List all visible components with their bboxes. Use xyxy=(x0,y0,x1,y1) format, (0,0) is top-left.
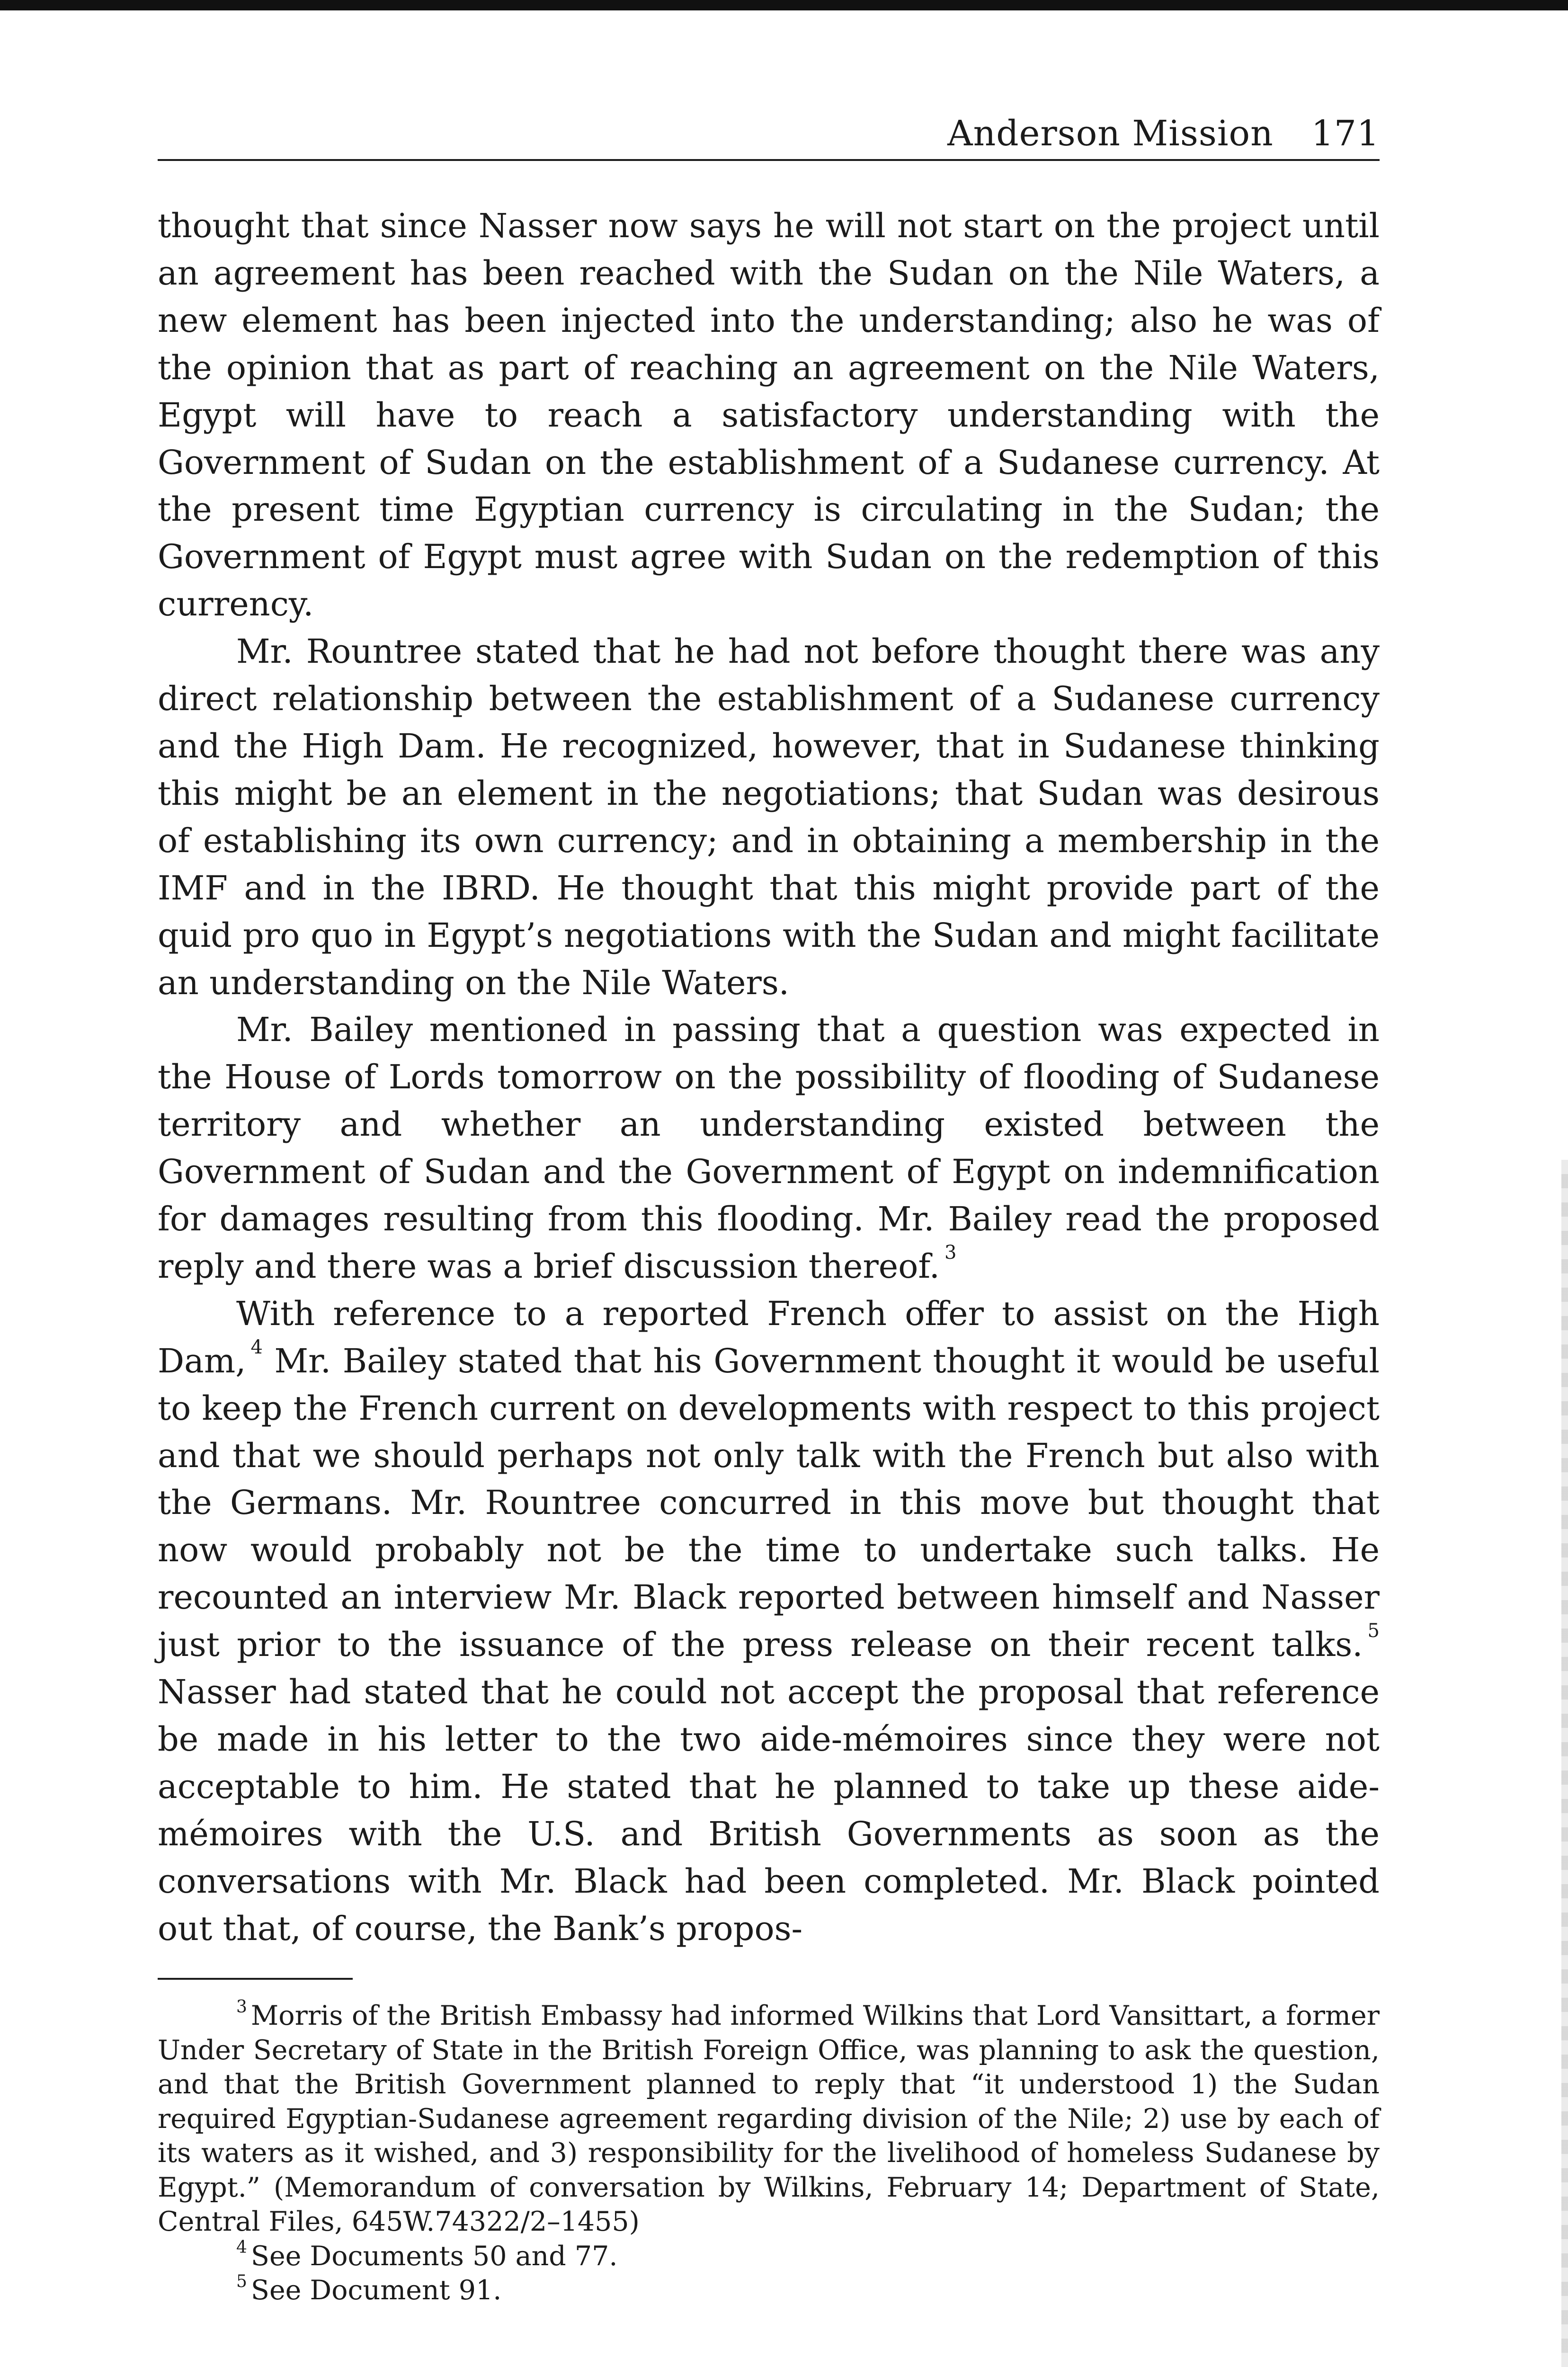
footnote xyxy=(158,2239,1380,2274)
paragraph-text: Mr. Bailey mentioned in passing that a question was expected in the House of Lords tomorrow on the possibility of flooding of Sudanese territory and whether an understanding existed between the Government of Sudan and the Government of Egypt on indemnification for damages resulting from this flooding. Mr. Bailey read the proposed reply and there was a brief discussion thereof. xyxy=(158,1010,1380,1286)
footnote-number: 4 xyxy=(236,2237,247,2257)
footnote-number: 3 xyxy=(236,1997,247,2017)
book-page xyxy=(158,0,1380,2367)
paragraph-text: Nasser had stated that he could not accept the proposal that reference be made in his letter to the two aide-mémoires since they were not acceptable to him. He stated that he planned to take up these aide-mémoires with the U.S. and British Governments as soon as the conversations with Mr. Black had been completed. Mr. Black pointed out that, of course, the Bank’s propos- xyxy=(158,1673,1380,1948)
running-head xyxy=(947,113,1380,154)
scan-right-edge xyxy=(1561,1160,1568,2367)
footnote-reference: 5 xyxy=(1367,1620,1380,1642)
footnote xyxy=(158,1999,1380,2239)
footnote-reference: 4 xyxy=(250,1336,263,1358)
body-text xyxy=(158,203,1380,1953)
paragraph-text: Mr. Rountree stated that he had not before thought there was any direct relationship between the establishment of a Sudanese currency and the High Dam. He recognized, however, that in Sudanese thinking this might be an element in the negotiations; that Sudan was desirous of establishing its own currency; and in obtaining a membership in the IMF and in the IBRD. He thought that this might provide part of the quid pro quo in Egypt’s negotiations with the Sudan and might facilitate an understanding on the Nile Waters. xyxy=(158,632,1380,1002)
footnote-number: 5 xyxy=(236,2272,247,2291)
running-head-title: Anderson Mission xyxy=(947,113,1274,154)
paragraph-text: thought that since Nasser now says he will not start on the project until an agreement has been reached with the Sudan on the Nile Waters, a new element has been injected into the understanding; also he was of the opinion that as part of reaching an agreement on the Nile Waters, Egypt will have to reach a satisfactory understanding with the Government of Sudan on the establishment of a Sudanese currency. At the present time Egyptian currency is circulating in the Sudan; the Government of Egypt must agree with Sudan on the redemption of this currency. xyxy=(158,206,1380,624)
paragraph xyxy=(158,628,1380,1006)
footnotes xyxy=(158,1999,1380,2308)
page-number: 171 xyxy=(1311,113,1380,154)
paragraph xyxy=(158,1290,1380,1953)
footnote-reference: 3 xyxy=(944,1241,957,1264)
footnote xyxy=(158,2273,1380,2308)
footnote-text: See Document 91. xyxy=(250,2275,502,2306)
header-rule xyxy=(158,159,1380,161)
footnote-rule xyxy=(158,1978,353,1980)
footnote-text: See Documents 50 and 77. xyxy=(250,2240,618,2272)
paragraph-text: With reference to a reported French offer to assist on the High Dam, xyxy=(158,1294,1380,1380)
footnote-text: Morris of the British Embassy had informed Wilkins that Lord Vansittart, a former Under Secretary of State in the British Foreign Office, was planning to ask the question, and that the British Government planned to reply that “it understood 1) the Sudan required Egyptian-Sudanese agreement regarding division of the Nile; 2) use by each of its waters as it wished, and 3) responsibility for the livelihood of homeless Sudanese by Egypt.” (Memorandum of conversation by Wilkins, February 14; Department of State, Central Files, 645W.74322/2–1455) xyxy=(158,2000,1380,2237)
paragraph xyxy=(158,1006,1380,1290)
paragraph xyxy=(158,203,1380,628)
paragraph-text: Mr. Bailey stated that his Government thought it would be useful to keep the French current on developments with respect to this project and that we should perhaps not only talk with the French but also with the Germans. Mr. Rountree concurred in this move but thought that now would probably not be the time to undertake such talks. He recounted an interview Mr. Black reported between himself and Nasser just prior to the issuance of the press release on their recent talks. xyxy=(158,1341,1380,1664)
